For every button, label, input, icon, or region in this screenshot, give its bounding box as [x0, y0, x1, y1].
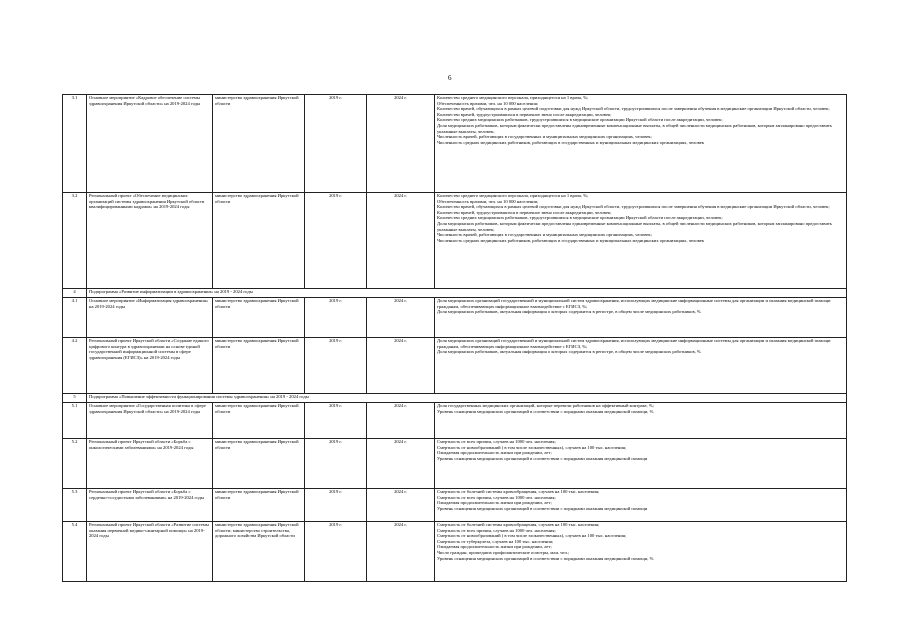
executor: министерство здравоохранения Иркутской области: [213, 338, 305, 394]
executor: министерство здравоохранения Иркутской области: [213, 298, 305, 338]
row-number: 5.2: [63, 439, 87, 489]
indicator-line: Смертность от всех причин, случаев на 1000 чел. населения;: [437, 494, 556, 500]
indicator-line: Обеспеченность врачами, чел. на 10 000 населения;: [437, 198, 539, 204]
row-number: 3.2: [63, 193, 87, 289]
indicator-line: Количество врачей, трудоустроившихся в первичное звено после аккредитации, человек;: [437, 209, 612, 215]
activity-name: Основное мероприятие «Кадровое обеспечение системы здравоохранения Иркутской области» на 2019-2024 годы: [87, 95, 213, 193]
indicator-line: Количество врачей, обучающихся в рамках целевой подготовки для нужд Иркутской области, трудоустроившихся после завершения обучения в медицинские организации Иркутской области, человек;: [437, 106, 830, 112]
program-table: [62, 94, 847, 582]
indicator-line: Уровень оснащения медицинских организаций в соответствии с порядками оказания медицинской помощи, %: [437, 555, 654, 561]
activity-name: Основное мероприятие «Государственная политика в сфере здравоохранения Иркутской области» на 2019-2024 годы: [87, 403, 213, 439]
activity-name: Основное мероприятие «Информатизация здравоохранения» на 2019-2024 годы: [87, 298, 213, 338]
row-number: 4.1: [63, 298, 87, 338]
start-year: 2019 г.: [305, 489, 367, 522]
indicator-line: Доля медицинских организаций государственной и муниципальной систем здравоохранения, использующих медицинские информационные системы для организации и оказания медицинской помощи гражданам, обеспечивающих информационное взаимодействие с ЕГИСЗ, %;: [437, 298, 831, 309]
end-year: 2024 г.: [367, 298, 435, 338]
program-table-body: [63, 95, 847, 582]
indicator-line: Количество врачей, трудоустроившихся в первичное звено после аккредитации, человек;: [437, 111, 612, 117]
start-year: 2019 г.: [305, 338, 367, 394]
indicator-line: Смертность от болезней системы кровообращения, случаев на 100 тыс. населения;: [437, 489, 600, 494]
activity-name: Региональный проект Иркутской области «Борьба с сердечно-сосудистыми заболеваниями» на 2019-2024 годы: [87, 489, 213, 522]
row-number: 5.4: [63, 522, 87, 582]
indicator-line: Смертность от всех причин, случаев на 1000 чел. населения;: [437, 439, 556, 444]
start-year: 2019 г.: [305, 193, 367, 289]
row-number: 5.1: [63, 403, 87, 439]
start-year: 2019 г.: [305, 403, 367, 439]
indicators-cell: [435, 489, 847, 522]
subprogram-row: [63, 394, 847, 403]
indicator-line: Доля государственных медицинских организаций, которые перевели работников на эффективный контракт, %;: [437, 403, 654, 408]
indicators-cell: [435, 338, 847, 394]
executor: министерство здравоохранения Иркутской области: [213, 193, 305, 289]
indicator-line: Доля медицинских работников, которым фактически предоставлены единовременные компенсационные выплаты, в общей численности медицинских работников, которым запланировано предоставить указанные выплаты, человек;: [437, 122, 833, 134]
end-year: 2024 г.: [367, 95, 435, 193]
end-year: 2024 г.: [367, 338, 435, 394]
indicators-cell: [435, 522, 847, 582]
end-year: 2024 г.: [367, 439, 435, 489]
indicator-line: Численность средних медицинских работников, работающих в государственных и муниципальных медицинских организациях, человек: [437, 139, 705, 145]
start-year: 2019 г.: [305, 298, 367, 338]
executor: министерство здравоохранения Иркутской области: [213, 489, 305, 522]
table-row: [63, 522, 847, 582]
row-number: 3.1: [63, 95, 87, 193]
indicator-line: Количество средних медицинских работников, трудоустроившихся в медицинские организации Иркутской области после аккредитации, человек;: [437, 215, 723, 221]
activity-name: Региональный проект Иркутской области «Создание единого цифрового контура в здравоохранении на основе единой государственной информационной системы в сфере здравоохранения (ЕГИСЗ)» на 2019-2024 годы: [87, 338, 213, 394]
table-row: [63, 403, 847, 439]
subprogram-number: 5: [63, 394, 87, 403]
indicators-cell: [435, 193, 847, 289]
activity-name: Региональный проект Иркутской области «Борьба с онкологическими заболеваниями» на 2019-2024 годы: [87, 439, 213, 489]
indicator-line: Смертность от новообразований ( в том числе злокачественных), случаев на 100 тыс. населения;: [437, 444, 627, 450]
end-year: 2024 г.: [367, 193, 435, 289]
subprogram-number: 4: [63, 289, 87, 298]
executor: министерство здравоохранения Иркутской области: [213, 439, 305, 489]
indicator-line: Смертность от болезней системы кровообращения, случаев на 100 тыс. населения;: [437, 522, 600, 527]
indicator-line: Смертность от туберкулеза, случаев на 100 тыс. населения;: [437, 538, 554, 544]
subprogram-title: Подпрограмма «Развитие информатизации в здравоохранении» на 2019 - 2024 годы: [87, 289, 847, 298]
indicator-line: Численность врачей, работающих в государственных и муниципальных медицинских организациях, человек;: [437, 134, 652, 140]
indicator-line: Доля медицинских работников, актуальная информация о которых содержится в регистре, в общем числе медицинских работников, %: [437, 309, 701, 315]
table-row: [63, 338, 847, 394]
indicators-cell: [435, 403, 847, 439]
indicator-line: Число граждан, прошедших профилактические осмотры, млн. чел.;: [437, 549, 570, 555]
indicator-line: Ожидаемая продолжительность жизни при рождении, лет;: [437, 544, 552, 550]
indicator-line: Численность средних медицинских работников, работающих в государственных и муниципальных медицинских организациях, человек: [437, 237, 705, 243]
end-year: 2024 г.: [367, 489, 435, 522]
table-row: [63, 439, 847, 489]
row-number: 4.2: [63, 338, 87, 394]
indicator-line: Уровень оснащения медицинских организаций в соответствии с порядками оказания медицинской помощи: [437, 455, 648, 461]
indicators-cell: [435, 95, 847, 193]
end-year: 2024 г.: [367, 403, 435, 439]
table-row: [63, 193, 847, 289]
indicator-line: Количество средних медицинских работников, трудоустроившихся в медицинские организации Иркутской области после аккредитации, человек;: [437, 117, 723, 123]
start-year: 2019 г.: [305, 439, 367, 489]
page-number: 6: [448, 74, 452, 82]
start-year: 2019 г.: [305, 522, 367, 582]
indicator-line: Уровень оснащения медицинских организаций в соответствии с порядками оказания медицинской помощи: [437, 505, 648, 511]
end-year: 2024 г.: [367, 522, 435, 582]
executor: министерство здравоохранения Иркутской области: [213, 95, 305, 193]
table-row: [63, 298, 847, 338]
start-year: 2019 г.: [305, 95, 367, 193]
activity-name: Региональный проект «Обеспечение медицинских организаций системы здравоохранения Иркутской области квалифицированными кадрами» на 2019-2024 годы: [87, 193, 213, 289]
indicator-line: Доля медицинских организаций государственной и муниципальной систем здравоохранения, использующих медицинские информационные системы для организации и оказания медицинской помощи гражданам, обеспечивающих информационное взаимодействие с ЕГИСЗ, %;: [437, 338, 831, 349]
indicators-cell: [435, 298, 847, 338]
indicator-line: Доля медицинских работников, которым фактически предоставлены единовременные компенсационные выплаты, в общей численности медицинских работников, которым запланировано предоставить указанные выплаты, человек;: [437, 220, 833, 232]
indicator-line: Количество врачей, обучающихся в рамках целевой подготовки для нужд Иркутской области, трудоустроившихся после завершения обучения в медицинские организации Иркутской области, человек;: [437, 204, 830, 210]
indicators-cell: [435, 439, 847, 489]
indicator-line: Уровень оснащения медицинских организаций в соответствии с порядками оказания медицинской помощи, %: [437, 408, 654, 414]
activity-name: Региональный проект Иркутской области «Развитие системы оказания первичной медико-санитарной помощи» на 2019-2024 годы: [87, 522, 213, 582]
indicator-line: Обеспеченность врачами, чел. на 10 000 населения;: [437, 100, 539, 106]
table-row: [63, 489, 847, 522]
indicator-line: Количество среднего медицинского персонала, приходящегося на 1 врача, %;: [437, 95, 589, 100]
indicator-line: Численность врачей, работающих в государственных и муниципальных медицинских организациях, человек;: [437, 232, 652, 238]
indicator-line: Количество среднего медицинского персонала, приходящегося на 1 врача, %;: [437, 193, 589, 198]
indicator-line: Смертность от всех причин, случаев на 1000 чел. населения;: [437, 527, 556, 533]
row-number: 5.3: [63, 489, 87, 522]
indicator-line: Ожидаемая продолжительность жизни при рождении, лет;: [437, 500, 552, 506]
indicator-line: Смертность от новообразований ( в том числе злокачественных), случаев на 100 тыс. населения;: [437, 533, 627, 539]
subprogram-title: Подпрограмма «Повышение эффективности функционирования системы здравоохранения» на 2019 - 2024 годы: [87, 394, 847, 403]
indicator-line: Доля медицинских работников, актуальная информация о которых содержится в регистре, в общем числе медицинских работников, %: [437, 349, 701, 355]
indicator-line: Ожидаемая продолжительность жизни при рождении, лет;: [437, 450, 552, 456]
executor: министерство здравоохранения Иркутской области: [213, 403, 305, 439]
subprogram-row: [63, 289, 847, 298]
executor: министерство здравоохранения Иркутской области; министерство строительства, дорожного хозяйства Иркутской области: [213, 522, 305, 582]
table-row: [63, 95, 847, 193]
